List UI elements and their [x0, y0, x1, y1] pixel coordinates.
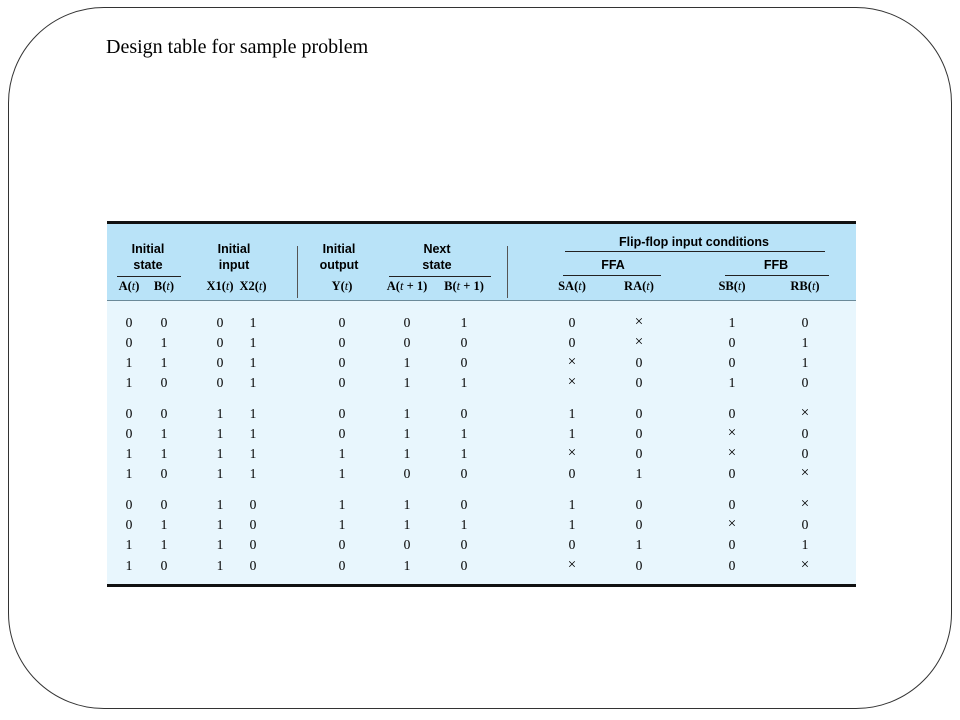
table-cell: 0 — [160, 497, 168, 512]
table-cell: 0 — [160, 558, 168, 573]
table-cell: 1 — [249, 446, 257, 461]
table-cell: 1 — [338, 466, 346, 481]
table-cell: 1 — [460, 426, 468, 441]
table-cell: 0 — [568, 537, 576, 552]
table-cell: 0 — [160, 466, 168, 481]
column-header-ra-t: RA(t) — [624, 279, 654, 293]
table-cell: 1 — [160, 537, 168, 552]
table-cell: 1 — [249, 466, 257, 481]
table-cell: 0 — [460, 497, 468, 512]
column-header-x2-t: X2(t) — [239, 279, 267, 293]
table-cell: 0 — [338, 537, 346, 552]
table-cell: 0 — [338, 558, 346, 573]
group-underline — [725, 275, 829, 276]
table-cell: 1 — [338, 446, 346, 461]
table-cell: 0 — [801, 315, 809, 330]
table-cell: 1 — [801, 355, 809, 370]
table-cell: 0 — [403, 315, 411, 330]
table-cell: × — [634, 334, 644, 350]
table-cell: 0 — [249, 517, 257, 532]
table-cell: 1 — [216, 537, 224, 552]
table-cell: 1 — [249, 406, 257, 421]
table-cell: 0 — [249, 497, 257, 512]
table-cell: 1 — [801, 537, 809, 552]
table-cell: 0 — [635, 517, 643, 532]
column-header-b-t: B(t) — [153, 279, 175, 293]
table-cell: 1 — [216, 406, 224, 421]
table-cell: 1 — [801, 335, 809, 350]
table-cell: × — [800, 557, 810, 573]
column-divider — [507, 246, 508, 298]
table-cell: 0 — [728, 558, 736, 573]
table-cell: 0 — [338, 375, 346, 390]
table-cell: 1 — [125, 466, 133, 481]
table-cell: × — [727, 425, 737, 441]
group-header-ffb: FFB — [763, 258, 789, 272]
table-cell: 1 — [249, 315, 257, 330]
table-cell: × — [800, 465, 810, 481]
table-cell: 0 — [568, 315, 576, 330]
table-cell: 1 — [216, 446, 224, 461]
table-cell: 0 — [728, 335, 736, 350]
table-cell: 1 — [216, 426, 224, 441]
table-cell: 1 — [216, 497, 224, 512]
table-cell: 1 — [403, 406, 411, 421]
table-cell: 1 — [460, 446, 468, 461]
group-header-next-state: Next state — [422, 242, 452, 272]
table-cell: 1 — [338, 517, 346, 532]
table-cell: 1 — [249, 375, 257, 390]
table-cell: 1 — [460, 517, 468, 532]
table-cell: 0 — [125, 335, 133, 350]
column-header-y-t: Y(t) — [331, 279, 353, 293]
table-cell: × — [800, 496, 810, 512]
table-cell: 0 — [728, 466, 736, 481]
column-header-b-t-plus-1: B(t + 1) — [444, 279, 484, 293]
table-cell: 1 — [249, 426, 257, 441]
table-cell: 1 — [403, 558, 411, 573]
group-header-flipflop-conditions: Flip-flop input conditions — [619, 235, 769, 249]
table-cell: 0 — [125, 517, 133, 532]
table-cell: × — [800, 405, 810, 421]
table-cell: 0 — [728, 537, 736, 552]
group-underline — [117, 276, 181, 277]
group-header-initial-output: Initial output — [319, 242, 359, 272]
column-divider — [297, 246, 298, 298]
table-cell: 0 — [403, 537, 411, 552]
column-header-x1-t: X1(t) — [206, 279, 234, 293]
column-header-sa-t: SA(t) — [558, 279, 586, 293]
table-cell: 1 — [568, 497, 576, 512]
table-cell: 0 — [403, 335, 411, 350]
column-header-a-t: A(t) — [118, 279, 140, 293]
table-cell: 0 — [249, 558, 257, 573]
table-cell: 0 — [635, 426, 643, 441]
table-cell: 0 — [125, 406, 133, 421]
table-cell: 1 — [125, 446, 133, 461]
table-cell: 0 — [635, 446, 643, 461]
table-cell: 0 — [160, 315, 168, 330]
column-header-rb-t: RB(t) — [790, 279, 820, 293]
table-cell: 0 — [460, 558, 468, 573]
table-cell: 1 — [160, 426, 168, 441]
design-table — [107, 221, 856, 587]
table-cell: 0 — [568, 335, 576, 350]
table-cell: 0 — [125, 426, 133, 441]
table-cell: 0 — [568, 466, 576, 481]
group-header-ffa: FFA — [601, 258, 625, 272]
table-cell: 1 — [216, 466, 224, 481]
table-cell: 0 — [801, 446, 809, 461]
table-cell: 1 — [125, 558, 133, 573]
table-cell: 1 — [125, 537, 133, 552]
group-underline — [565, 251, 825, 252]
table-cell: × — [727, 445, 737, 461]
table-cell: 1 — [635, 466, 643, 481]
table-cell: 1 — [728, 375, 736, 390]
table-cell: 0 — [460, 537, 468, 552]
column-header-a-t-plus-1: A(t + 1) — [386, 279, 428, 293]
table-cell: × — [567, 445, 577, 461]
group-header-initial-input: Initial input — [217, 242, 251, 272]
group-underline — [563, 275, 661, 276]
table-cell: 0 — [801, 426, 809, 441]
table-cell: 0 — [338, 335, 346, 350]
table-cell: 0 — [460, 466, 468, 481]
table-cell: 0 — [728, 406, 736, 421]
table-cell: 0 — [216, 355, 224, 370]
table-cell: 1 — [160, 446, 168, 461]
table-cell: × — [567, 354, 577, 370]
table-cell: × — [727, 516, 737, 532]
table-cell: × — [634, 314, 644, 330]
table-cell: 1 — [403, 375, 411, 390]
table-cell: 1 — [568, 406, 576, 421]
table-cell: 1 — [403, 355, 411, 370]
table-cell: 1 — [568, 426, 576, 441]
table-cell: 1 — [249, 355, 257, 370]
table-cell: 1 — [160, 335, 168, 350]
table-cell: 0 — [801, 375, 809, 390]
table-cell: 0 — [338, 355, 346, 370]
table-cell: 1 — [160, 355, 168, 370]
group-underline — [389, 276, 491, 277]
table-cell: 1 — [216, 517, 224, 532]
column-header-sb-t: SB(t) — [718, 279, 746, 293]
table-cell: 0 — [635, 406, 643, 421]
table-cell: 1 — [460, 315, 468, 330]
table-cell: 0 — [728, 355, 736, 370]
table-cell: 0 — [160, 406, 168, 421]
table-cell: 0 — [728, 497, 736, 512]
table-cell: 0 — [460, 355, 468, 370]
table-cell: 1 — [403, 446, 411, 461]
table-cell: 1 — [125, 375, 133, 390]
table-cell: 1 — [635, 537, 643, 552]
table-cell: 1 — [403, 517, 411, 532]
table-cell: 1 — [125, 355, 133, 370]
table-cell: 0 — [338, 315, 346, 330]
table-cell: 0 — [460, 406, 468, 421]
table-cell: 1 — [460, 375, 468, 390]
table-cell: 0 — [160, 375, 168, 390]
table-cell: 0 — [338, 406, 346, 421]
table-cell: 1 — [403, 497, 411, 512]
table-cell: 0 — [125, 315, 133, 330]
table-cell: 0 — [460, 335, 468, 350]
table-cell: 0 — [635, 558, 643, 573]
group-header-initial-state: Initial state — [131, 242, 165, 272]
table-cell: 0 — [338, 426, 346, 441]
table-cell: × — [567, 557, 577, 573]
table-cell: 0 — [216, 315, 224, 330]
table-cell: 0 — [635, 375, 643, 390]
table-cell: 0 — [125, 497, 133, 512]
table-cell: 1 — [249, 335, 257, 350]
table-cell: 1 — [728, 315, 736, 330]
table-cell: 0 — [635, 497, 643, 512]
table-cell: 1 — [568, 517, 576, 532]
table-cell: 1 — [216, 558, 224, 573]
table-cell: × — [567, 374, 577, 390]
table-cell: 1 — [160, 517, 168, 532]
table-cell: 0 — [216, 335, 224, 350]
table-cell: 0 — [249, 537, 257, 552]
table-cell: 1 — [403, 426, 411, 441]
table-cell: 0 — [403, 466, 411, 481]
table-cell: 0 — [801, 517, 809, 532]
table-cell: 1 — [338, 497, 346, 512]
slide-title: Design table for sample problem — [106, 36, 369, 58]
table-cell: 0 — [216, 375, 224, 390]
table-cell: 0 — [635, 355, 643, 370]
